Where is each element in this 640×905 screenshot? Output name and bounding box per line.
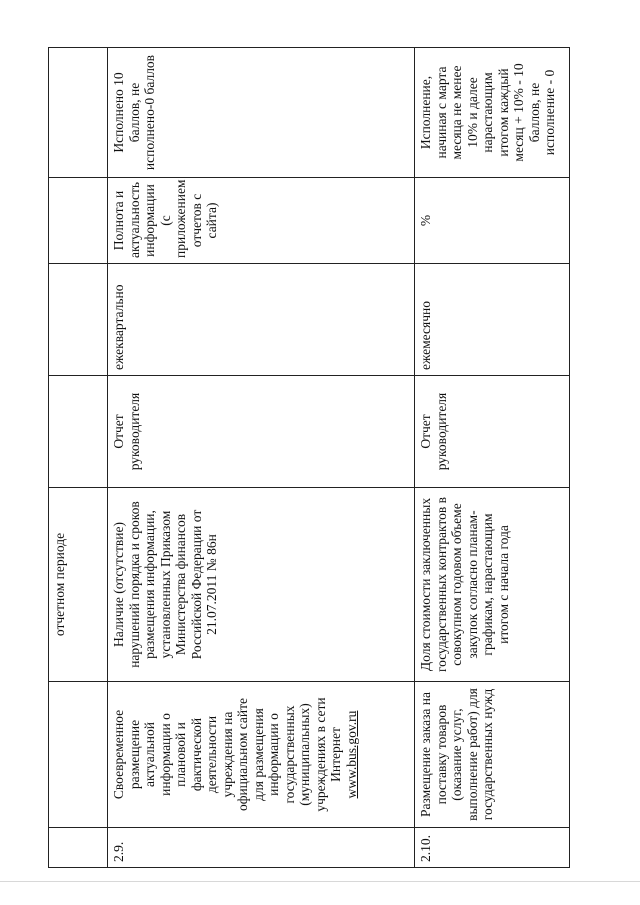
carry-cell-source <box>49 376 108 488</box>
row-number: 2.10. <box>415 828 570 868</box>
indicator-text: Размещение заказа на поставку товаров (оказание услуг, выполнение работ) для государственных нужд <box>418 688 495 821</box>
page-bottom-divider <box>0 881 640 882</box>
table-row <box>108 48 415 868</box>
carry-cell-unit <box>49 178 108 264</box>
row-indicator <box>415 682 570 828</box>
carry-cell-scoring <box>49 48 108 178</box>
carry-over-row <box>49 48 108 868</box>
table-row <box>415 48 570 868</box>
row-source: Отчет руководителя <box>108 376 415 488</box>
rotated-table-wrapper <box>48 48 557 868</box>
carry-over-text: отчетном периоде <box>49 488 108 682</box>
row-indicator <box>108 682 415 828</box>
carry-cell-name <box>49 682 108 828</box>
carry-cell-period <box>49 264 108 376</box>
row-scoring: Исполнение, начиная с марта месяца не менее 10% и далее нарастающим итогом каждый месяц + 10% - 10 баллов, не исполнение - 0 <box>415 48 570 178</box>
row-unit: Полнота и актуальность информации (с приложением отчетов с сайта) <box>108 178 415 264</box>
indicator-link[interactable]: www.bus.gov.ru <box>343 710 359 799</box>
criteria-table <box>48 47 570 868</box>
row-period: ежемесячно <box>415 264 570 376</box>
row-unit: % <box>415 178 570 264</box>
indicator-text: Своевременное размещение актуальной информации о плановой и фактической деятельности учреждения на официальном сайте для размещения информации о государственных (муниципальных) учреждениях в сети Интернет <box>111 697 343 812</box>
carry-cell-num <box>49 828 108 868</box>
row-criterion: Наличие (отсутствие) нарушений порядка и сроков размещения информации, установленных Приказом Министерства финансов Российской Федерации от 21.07.2011 № 86н <box>108 488 415 682</box>
row-source: Отчет руководителя <box>415 376 570 488</box>
row-scoring: Исполнено 10 баллов, не исполнено-0 баллов <box>108 48 415 178</box>
row-criterion: Доля стоимости заключенных государственных контрактов в совокупном годовом объеме закупок согласно планам-графикам, нарастающим итогом с начала года <box>415 488 570 682</box>
row-period: ежеквартально <box>108 264 415 376</box>
row-number: 2.9. <box>108 828 415 868</box>
